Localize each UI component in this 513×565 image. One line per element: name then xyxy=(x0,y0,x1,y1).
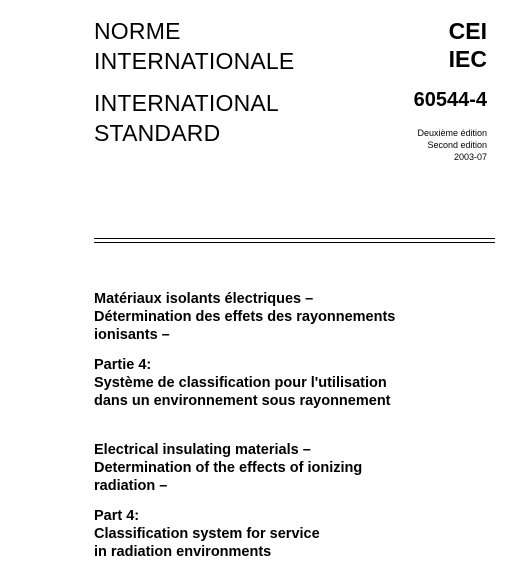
title-french-line-2: Détermination des effets des rayonnements xyxy=(94,309,396,325)
edition-date: 2003-07 xyxy=(453,152,487,162)
divider-rule-top xyxy=(94,238,495,239)
title-english-line-3: radiation – xyxy=(94,478,168,494)
edition-block xyxy=(417,127,487,163)
norme-line-2: INTERNATIONALE xyxy=(94,48,295,74)
divider-rule-bottom xyxy=(94,242,495,243)
title-french xyxy=(94,290,395,344)
standard-number: 60544-4 xyxy=(413,89,487,111)
part-english-line-1: Part 4: xyxy=(94,508,140,524)
international-standard-heading xyxy=(94,88,279,148)
norme-line-1: NORME xyxy=(94,18,181,44)
part-english-line-2: Classification system for service xyxy=(94,526,320,542)
title-english-line-1: Electrical insulating materials – xyxy=(94,442,311,458)
norme-internationale-heading xyxy=(94,16,294,76)
title-english-line-2: Determination of the effects of ionizing xyxy=(94,460,363,476)
part-french-line-1: Partie 4: xyxy=(94,357,152,373)
standard-line-2: STANDARD xyxy=(94,120,221,146)
part-english xyxy=(94,507,320,561)
title-french-line-3: ionisants – xyxy=(94,327,170,343)
edition-french: Deuxième édition xyxy=(417,128,487,138)
edition-english: Second edition xyxy=(427,140,487,150)
title-english xyxy=(94,441,362,495)
part-french-line-3: dans un environnement sous rayonnement xyxy=(94,393,391,409)
cei-label: CEI xyxy=(448,18,487,44)
part-french xyxy=(94,356,391,410)
standard-line-1: INTERNATIONAL xyxy=(94,90,279,116)
iec-label: IEC xyxy=(448,46,487,72)
part-english-line-3: in radiation environments xyxy=(94,544,272,560)
part-french-line-2: Système de classification pour l'utilisation xyxy=(94,375,387,391)
title-french-line-1: Matériaux isolants électriques – xyxy=(94,291,314,307)
